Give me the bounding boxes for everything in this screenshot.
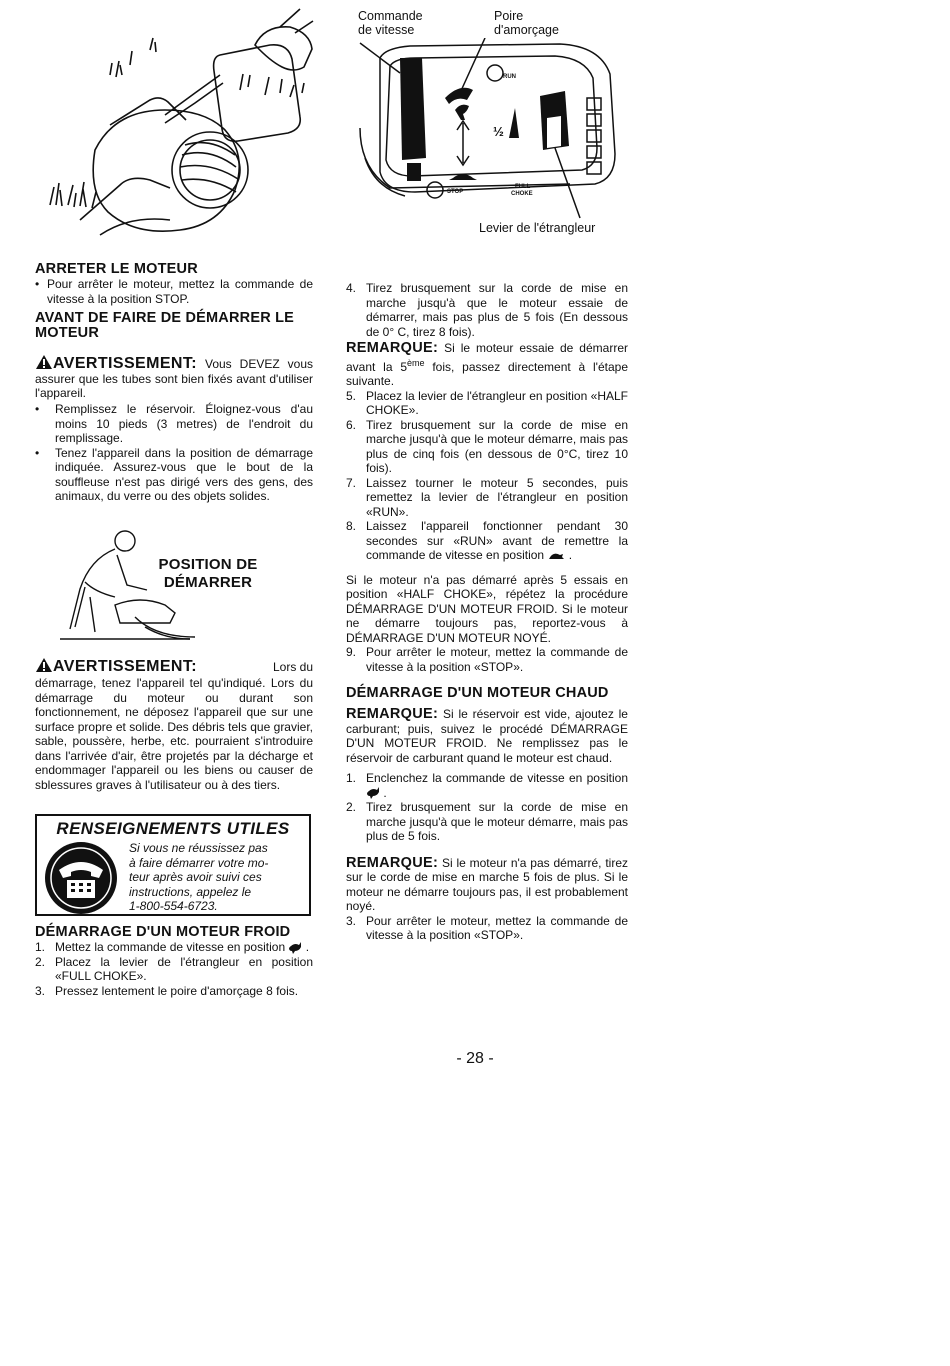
tips-text: Si vous ne réussissez pas à faire démarrer votre mo- teur après avoir suivi ces instructions, appelez le 1-800-554-6723. xyxy=(129,841,307,914)
right-column xyxy=(346,281,628,943)
warning-block-1 xyxy=(35,354,313,401)
list-item: 5. Placez la levier de l'étrangleur en position «HALF CHOKE». xyxy=(346,388,628,417)
list-item: 3. Pressez lentement le poire d'amorçage 8 fois. xyxy=(35,983,299,998)
cold-start-steps xyxy=(35,940,313,998)
warning-triangle-icon xyxy=(35,354,53,370)
before-start-bullets xyxy=(35,402,313,504)
list-item: • Remplissez le réservoir. Éloignez-vous d'au moins 10 pieds (3 metres) de l'endroit du remplissage. xyxy=(35,402,313,445)
remark-label: REMARQUE: xyxy=(346,706,439,722)
turtle-icon xyxy=(547,551,565,561)
list-item: 6. Tirez brusquement sur la corde de mise en marche jusqu'à que le moteur démarre, mais pas plus de cinq fois (en dessous de 0°C, tirez 10 fois). xyxy=(346,417,628,475)
engine-controls-illustration xyxy=(355,38,620,220)
phone-number: 1-800-554-6723. xyxy=(129,899,218,913)
list-item: • Tenez l'appareil dans la position de démarrage indiquée. Assurez-vous que le bout de la souffleuse n'est pas dirigé vers des gens, des animaux, du verre ou des objets solides. xyxy=(35,445,313,503)
telephone-icon xyxy=(43,840,119,916)
stop-section-title: ARRETER LE MOTEUR xyxy=(35,261,198,277)
label-choke-lever: Levier de l'étrangleur xyxy=(479,221,596,235)
before-start-title: AVANT DE FAIRE DE DÉMARRER LE MOTEUR xyxy=(35,310,295,341)
retry-paragraph: Si le moteur n'a pas démarré après 5 essais en position «HALF CHOKE», répétez la procédure DÉMARRAGE D'UN MOTEUR FROID. Si le moteur ne démarre toujours pas, reportez-vous à DÉMARRAGE D'UN MOTEUR NOYÉ. xyxy=(346,572,628,645)
list-item: 2. Tirez brusquement sur la corde de mise en marche jusqu'à que le moteur démarre, mais pas plus de 5 fois. xyxy=(346,800,628,843)
list-item: 8. Laissez l'appareil fonctionner pendant 30 secondes sur «RUN» avant de remettre la commande de vitesse en position . xyxy=(346,519,628,562)
label-half: ½ xyxy=(493,124,504,139)
remark-label: REMARQUE: xyxy=(346,340,439,356)
list-item: 1. Enclenchez la commande de vitesse en position . xyxy=(346,771,628,800)
warning-label: AVERTISSEMENT: xyxy=(53,355,197,372)
list-item: 4. Tirez brusquement sur la corde de mise en marche jusqu'à que le moteur essaie de démarrer, mais pas plus de 5 fois (En dessous de 0° C, tirez 8 fois). xyxy=(346,281,628,339)
warning-text-first: Lors du xyxy=(272,660,313,674)
rabbit-icon xyxy=(288,942,302,954)
label-primer: Poire d'amorçage xyxy=(494,9,559,37)
remark-block: REMARQUE: Si le moteur essaie de démarrer avant la 5ème fois, passez directement à l'étape suivante. xyxy=(346,340,628,388)
tips-box xyxy=(35,814,311,916)
hot-start-title: DÉMARRAGE D'UN MOTEUR CHAUD xyxy=(346,685,609,701)
hot-remark-block: REMARQUE: Si le réservoir est vide, ajoutez le carburant; puis, suivez le procédé DÉMARRAGE D'UN MOTEUR FROID. Ne remplissez pas le réservoir de carburant quand le moteur est chaud. xyxy=(346,706,628,765)
blower-fueling-illustration xyxy=(40,5,315,245)
label-stop: STOP xyxy=(447,189,464,195)
warning-text: démarrage, tenez l'appareil tel qu'indiqué. Lors du démarrage du moteur ou durant son fonctionnement, ne déposez l'appareil que sur une surface propre et solide. Des débris tels que gravier, sable, poussère, herbe, etc. pourraient s'introduire dans l'arrivée d'air, être projetés par la décharge et endommager l'appareil ou les biens ou causer de sblessures graves à l'utilisateur ou à des tiers. xyxy=(35,676,313,792)
warning-block-2 xyxy=(35,657,313,792)
rabbit-icon xyxy=(366,787,380,799)
page-number: - 28 - xyxy=(456,1050,494,1067)
label-run: RUN xyxy=(503,74,516,80)
remark-label: REMARQUE: xyxy=(346,854,439,871)
label-full-choke: FULL CHOKE xyxy=(511,184,533,197)
warning-text: Vous DEVEZ vous assurer que les tubes sont bien fixés avant d'utiliser l'appareil. xyxy=(35,357,313,400)
hot-remark2-block: REMARQUE: Si le moteur n'a pas démarré, tirez sur le corde de mise en marche 5 fois de plus. Si le moteur ne démarre toujours pas, il est probablement noyé. xyxy=(346,854,628,913)
warning-label: AVERTISSEMENT: xyxy=(53,658,197,675)
list-item: 9. Pour arrêter le moteur, mettez la commande de vitesse à la position «STOP». xyxy=(346,645,628,674)
list-item: 1. Mettez la commande de vitesse en position . xyxy=(35,940,310,954)
stop-section-bullet: • Pour arrêter le moteur, mettez la commande de vitesse à la position STOP. xyxy=(35,277,313,306)
list-item: 3. Pour arrêter le moteur, mettez la commande de vitesse à la position «STOP». xyxy=(346,913,628,942)
cold-start-title: DÉMARRAGE D'UN MOTEUR FROID xyxy=(35,924,291,940)
position-figure-label: POSITION DE DÉMARRER xyxy=(158,556,258,591)
warning-triangle-icon xyxy=(35,657,53,673)
list-item: 2. Placez la levier de l'étrangleur en position «FULL CHOKE». xyxy=(35,954,313,983)
label-speed-control: Commande de vitesse xyxy=(358,9,423,37)
list-item: 7. Laissez tourner le moteur 5 secondes, puis remettez la levier de l'étrangleur en position «RUN». xyxy=(346,475,628,519)
tips-title: RENSEIGNEMENTS UTILES xyxy=(56,819,290,838)
